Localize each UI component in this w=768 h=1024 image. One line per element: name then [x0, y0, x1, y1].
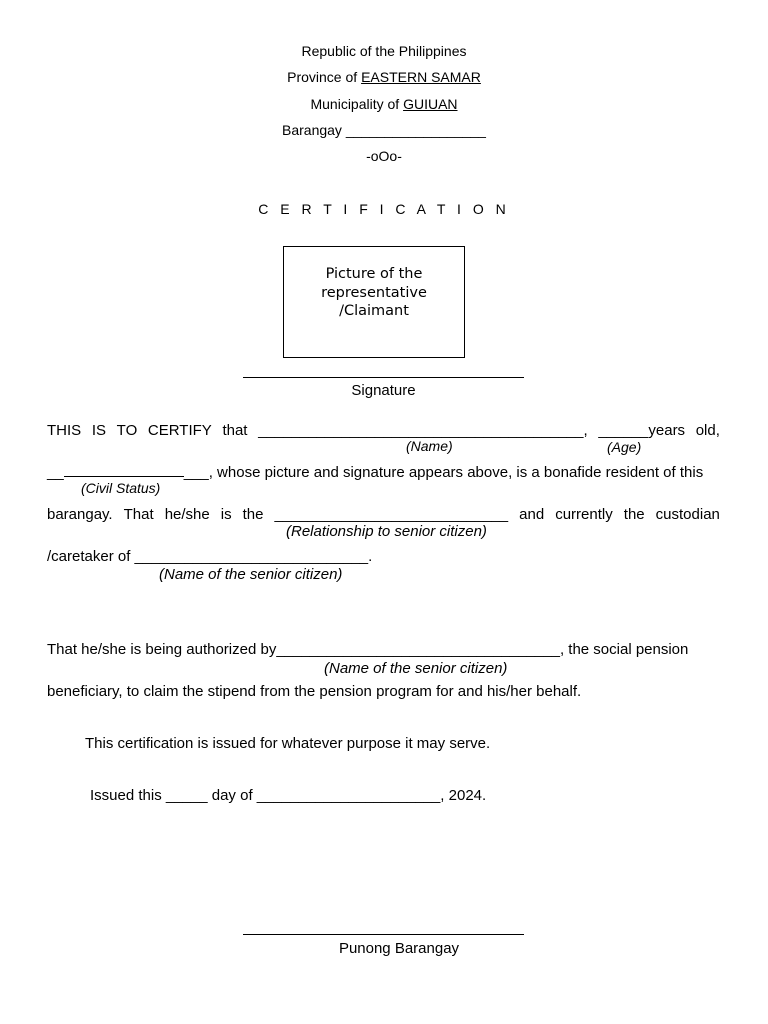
word: is — [220, 506, 232, 523]
age-blank: ______years — [598, 422, 686, 439]
word: that — [222, 422, 248, 439]
authorized-line: That he/she is being authorized by__________________________________, the social pension — [47, 641, 689, 658]
word: THIS — [47, 422, 82, 439]
word: TO — [116, 422, 138, 439]
civil-status-blank — [64, 466, 184, 477]
municipality-label: Municipality of — [310, 96, 404, 112]
certification-title: C E R T I F I C A T I O N — [258, 201, 510, 217]
civil-status-blank-end: ___ — [183, 464, 209, 481]
divider-text: -oOo- — [366, 148, 402, 164]
senior-caption-1: (Name of the senior citizen) — [159, 566, 343, 583]
word: and — [519, 506, 545, 523]
word: That — [123, 506, 154, 523]
age-caption: (Age) — [607, 439, 642, 455]
word: the — [623, 506, 645, 523]
resident-text: , whose picture and signature appears above, is a bonafide resident of this — [208, 464, 704, 481]
word: custodian — [655, 506, 720, 523]
province-name: EASTERN SAMAR — [361, 69, 481, 85]
signature-label: Signature — [351, 382, 416, 399]
word: he/she — [164, 506, 210, 523]
certify-line-2 — [47, 464, 703, 481]
word: old, — [695, 422, 720, 439]
senior-caption-2: (Name of the senior citizen) — [324, 660, 508, 677]
municipality-name: GUIUAN — [403, 96, 458, 112]
certify-line-1 — [47, 422, 720, 439]
relationship-blank: ____________________________ — [274, 506, 509, 523]
province-label: Province of — [287, 69, 362, 85]
relationship-caption: (Relationship to senior citizen) — [286, 523, 487, 540]
civil-status-caption: (Civil Status) — [81, 480, 161, 496]
civil-status-blank-start: __ — [47, 464, 64, 481]
barangay-line: Barangay __________________ — [282, 122, 486, 138]
republic-line: Republic of the Philippines — [301, 43, 467, 59]
certify-line-3 — [47, 506, 720, 523]
word: the — [242, 506, 264, 523]
beneficiary-line: beneficiary, to claim the stipend from the pension program for and his/her behalf. — [47, 683, 582, 700]
photo-placeholder-box — [283, 246, 465, 358]
word: IS — [91, 422, 107, 439]
purpose-line: This certification is issued for whatever purpose it may serve. — [85, 735, 491, 752]
signature-line — [243, 377, 524, 378]
signatory-title: Punong Barangay — [338, 940, 460, 957]
signatory-line — [243, 934, 524, 935]
name-caption: (Name) — [406, 438, 453, 454]
municipality-line — [0, 96, 768, 112]
name-blank: _______________________________________, — [258, 422, 588, 439]
word: barangay. — [47, 506, 113, 523]
word: currently — [555, 506, 613, 523]
photo-placeholder-text: Picture of the representative /Claimant — [321, 266, 427, 319]
issued-line: Issued this _____ day of ______________________, 2024. — [90, 787, 487, 804]
caretaker-line: /caretaker of ____________________________. — [47, 548, 373, 565]
province-line — [0, 69, 768, 85]
word: CERTIFY — [147, 422, 212, 439]
